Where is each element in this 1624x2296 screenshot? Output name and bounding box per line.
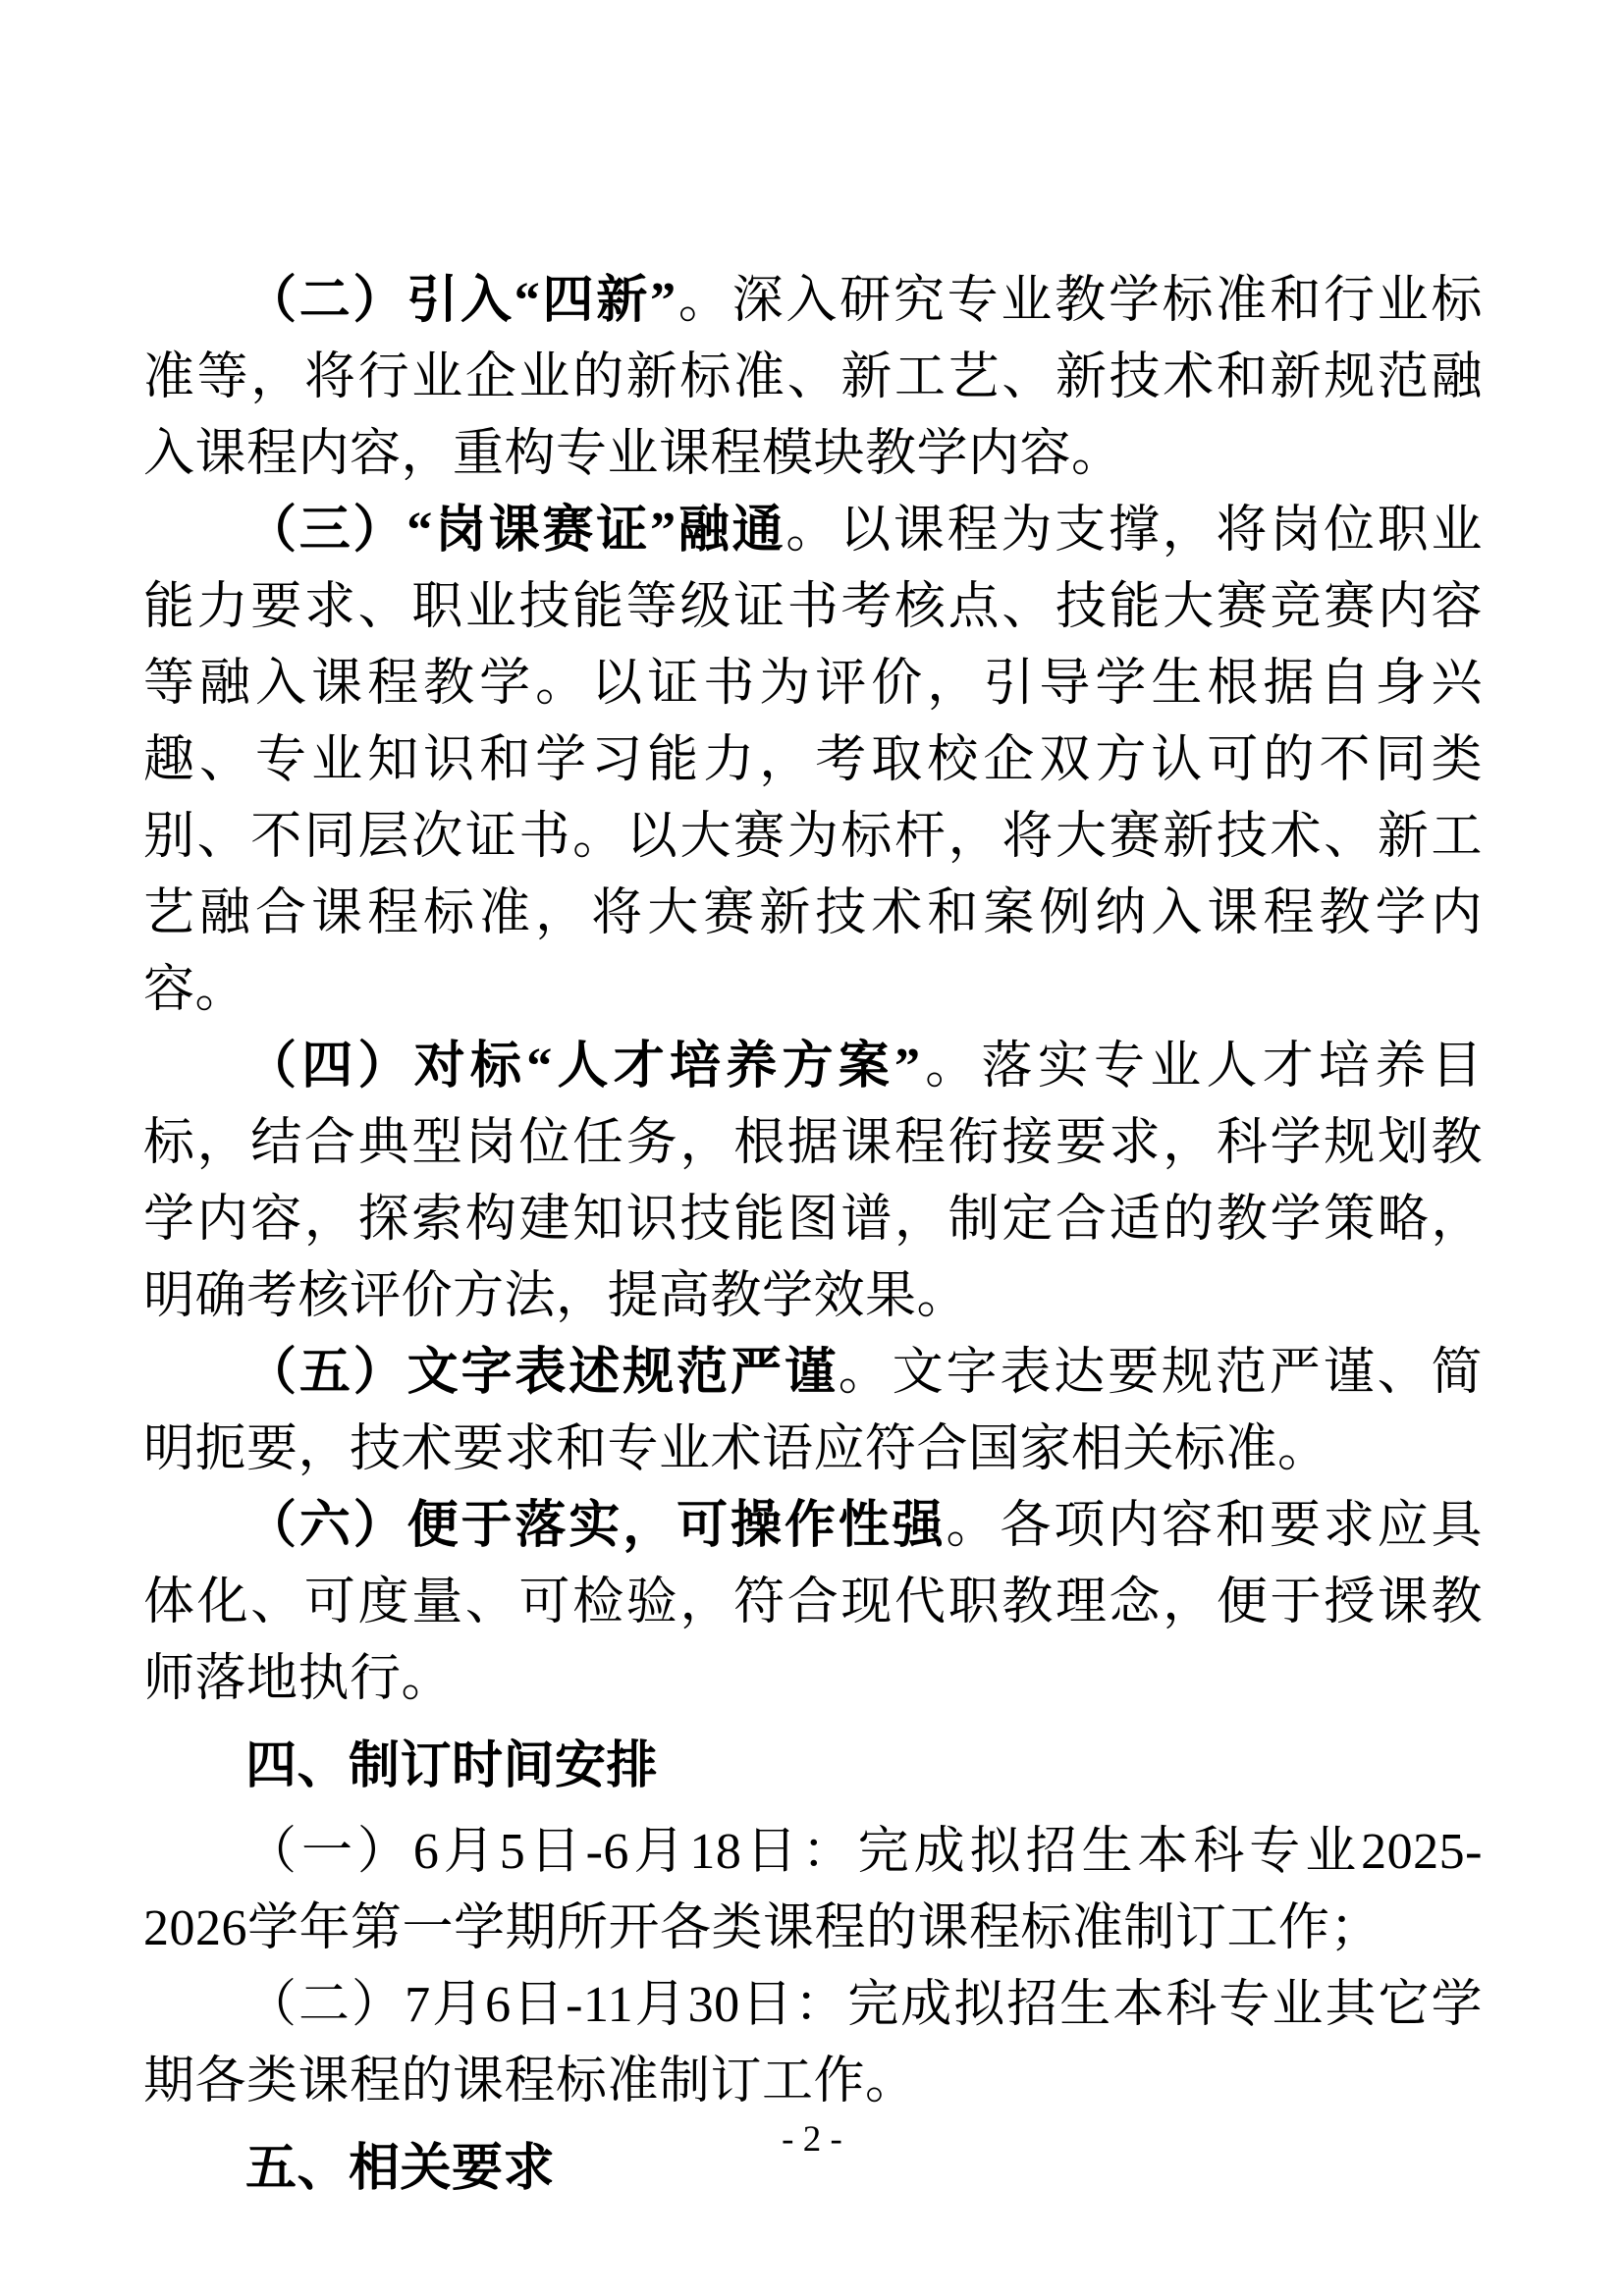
clause-lead: （六）便于落实，可操作性强 xyxy=(245,1498,947,1554)
clause-lead: （二）引入“四新” xyxy=(245,273,677,329)
clause-lead: （五）文字表述规范严谨 xyxy=(245,1345,839,1401)
clause-paragraph-3 xyxy=(143,493,1483,1029)
clause-paragraph-5 xyxy=(143,1335,1483,1488)
schedule-item-2: （二）7月6日-11月30日：完成拟招生本科专业其它学期各类课程的课程标准制订工作。 xyxy=(143,1977,1483,2109)
section-heading-4: 四、制订时间安排 xyxy=(245,1737,659,1794)
clause-text: 。文字表达要规范严谨、简明扼要，技术要求和专业术语应符合国家相关标准。 xyxy=(143,1345,1483,1477)
clause-lead: （三）“岗课赛证”融通 xyxy=(245,503,786,559)
clause-lead: （四）对标“人才培养方案” xyxy=(245,1039,921,1095)
clause-text: 。以课程为支撑，将岗位职业能力要求、职业技能等级证书考核点、技能大赛竞赛内容等融入课程教学。以证书为评价，引导学生根据自身兴趣、专业知识和学习能力，考取校企双方认可的不同类别、不同层次证书。以大赛为标杆，将大赛新技术、新工艺融合课程标准，将大赛新技术和案例纳入课程教学内容。 xyxy=(143,503,1483,1018)
clause-paragraph-6 xyxy=(143,1488,1483,1718)
clause-text: 。落实专业人才培养目标，结合典型岗位任务，根据课程衔接要求，科学规划教学内容，探索构建知识技能图谱，制定合适的教学策略，明确考核评价方法，提高教学效果。 xyxy=(143,1039,1483,1324)
page-number: - 2 - xyxy=(782,2119,842,2160)
document-body xyxy=(143,263,1483,2216)
section-heading-5: 五、相关要求 xyxy=(245,2140,556,2197)
schedule-item-1: （一）6月5日-6月18日：完成拟招生本科专业2025-2026学年第一学期所开各类课程的课程标准制订工作； xyxy=(143,1824,1483,1956)
clause-text: 。各项内容和要求应具体化、可度量、可检验，符合现代职教理念，便于授课教师落地执行。 xyxy=(143,1498,1483,1707)
clause-paragraph-2 xyxy=(143,263,1483,493)
clause-paragraph-4 xyxy=(143,1029,1483,1335)
clause-text: 。深入研究专业教学标准和行业标准等，将行业企业的新标准、新工艺、新技术和新规范融入课程内容，重构专业课程模块教学内容。 xyxy=(143,273,1483,482)
